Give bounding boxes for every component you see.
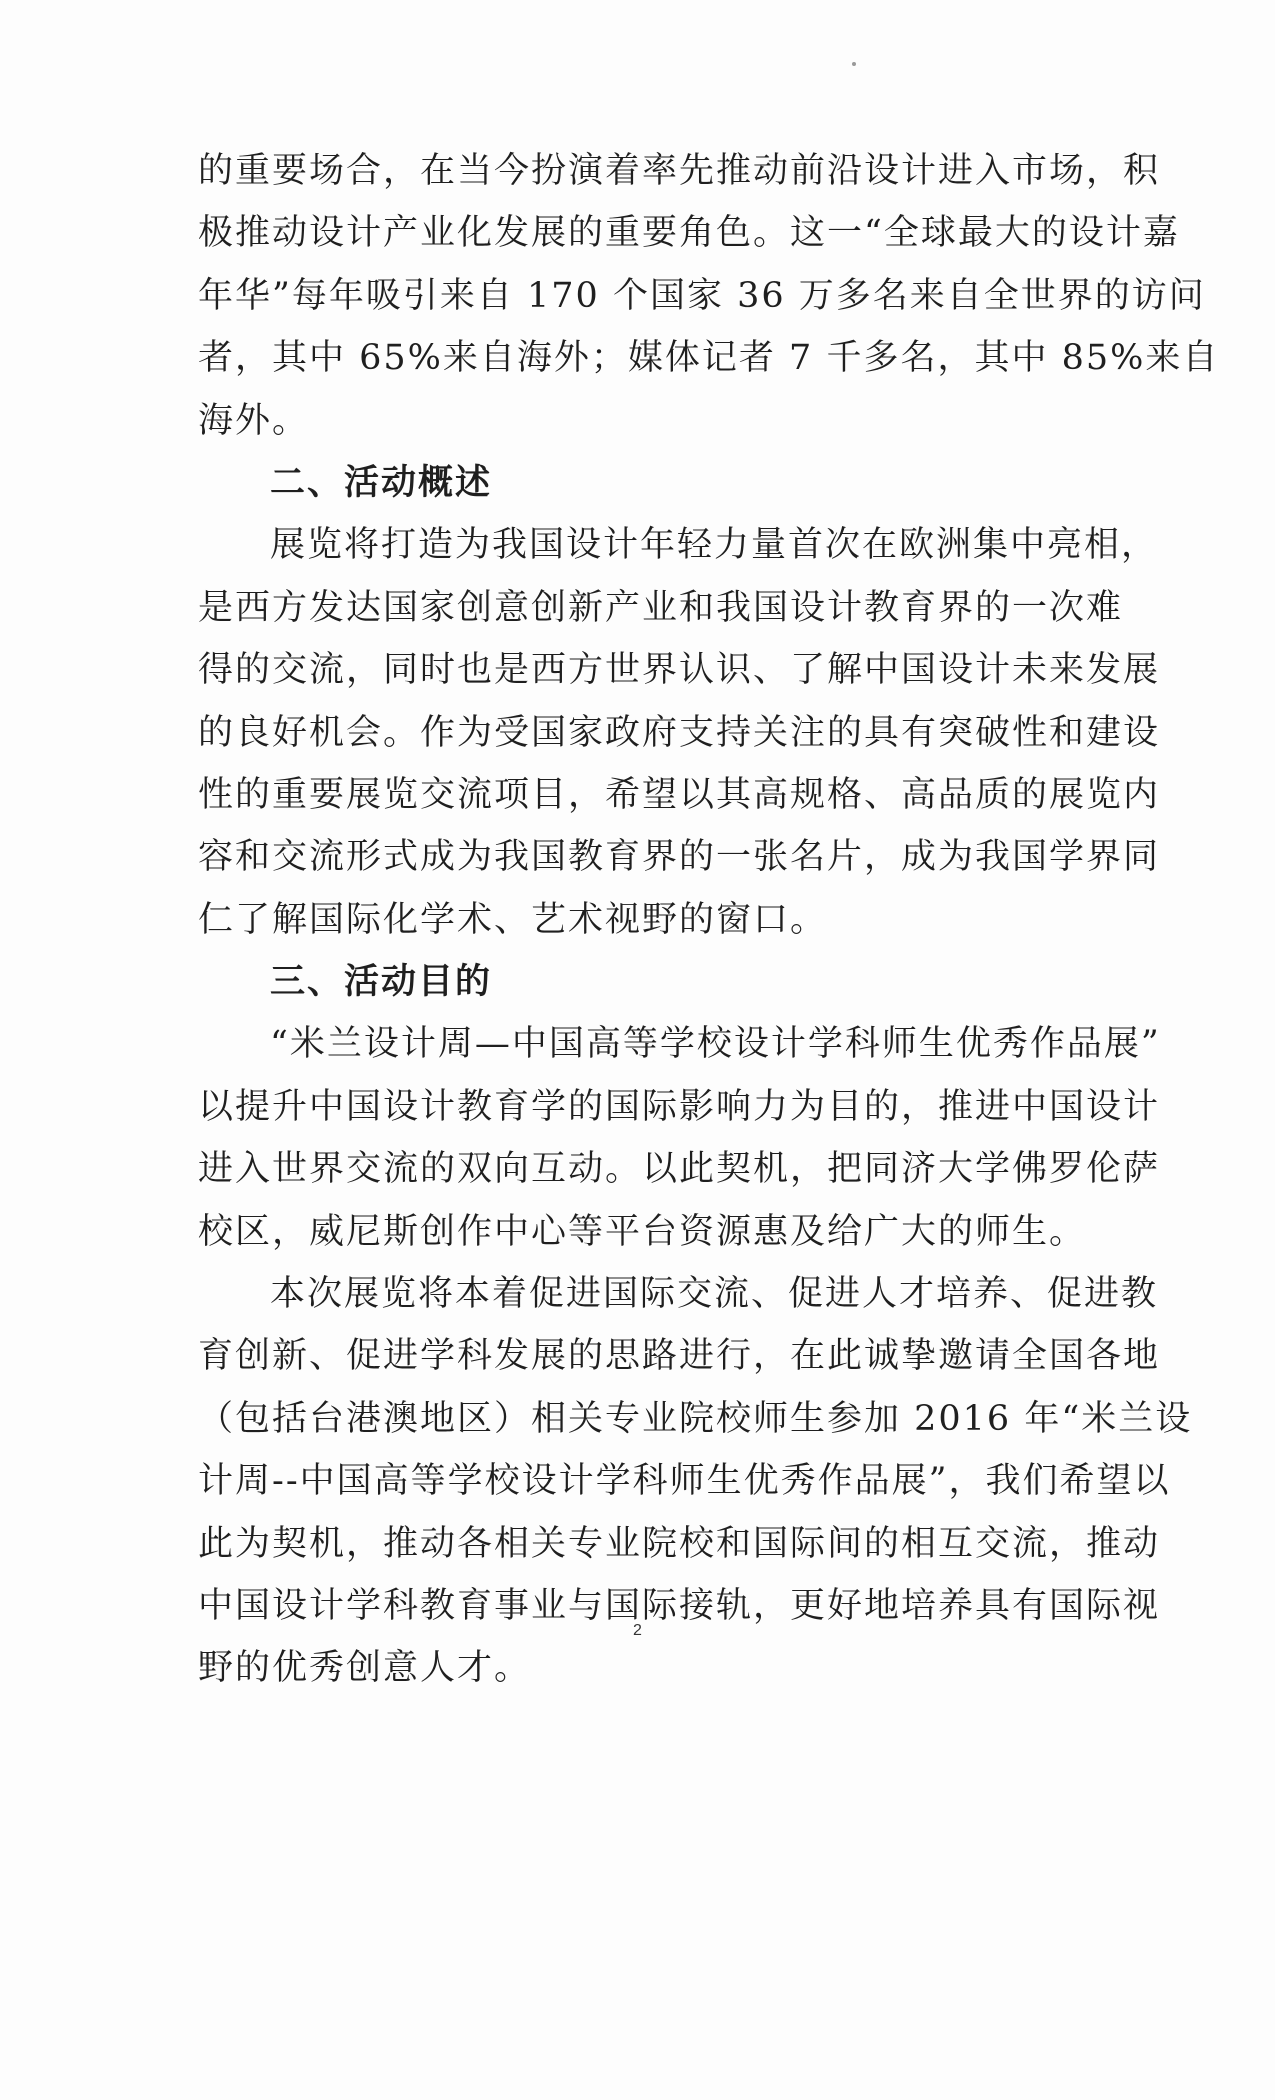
text-line: “米兰设计周—中国高等学校设计学科师生优秀作品展” [270,1024,1161,1065]
text-line: 的良好机会。作为受国家政府支持关注的具有突破性和建设 [198,712,1161,753]
text-line: 仁了解国际化学术、艺术视野的窗口。 [198,899,828,940]
text-line: 育创新、促进学科发展的思路进行，在此诚挚邀请全国各地 [198,1336,1161,1377]
text-line: 是西方发达国家创意创新产业和我国设计教育界的一次难 [198,587,1124,628]
text-line: 计周--中国高等学校设计学科师生优秀作品展”，我们希望以 [198,1461,1171,1502]
scan-speck [852,62,856,66]
text-line: 容和交流形式成为我国教育界的一张名片，成为我国学界同 [198,837,1161,878]
text-line: 的重要场合，在当今扮演着率先推动前沿设计进入市场，积 [198,151,1161,191]
text-line: 校区，威尼斯创作中心等平台资源惠及给广大的师生。 [198,1211,1087,1252]
text-line: 得的交流，同时也是西方世界认识、了解中国设计未来发展 [198,650,1161,691]
text-line: 野的优秀创意人才。 [198,1648,532,1689]
text-line: 进入世界交流的双向互动。以此契机，把同济大学佛罗伦萨 [198,1149,1161,1190]
text-line: 展览将打造为我国设计年轻力量首次在欧洲集中亮相， [270,525,1159,566]
text-line: 海外。 [198,400,310,441]
text-line: 年华”每年吸引来自 170 个国家 36 万多名来自全世界的访问 [198,275,1206,316]
text-line: （包括台港澳地区）相关专业院校师生参加 2016 年“米兰设 [198,1398,1193,1439]
section-heading-overview: 二、活动概述 [270,461,493,503]
text-line: 性的重要展览交流项目，希望以其高规格、高品质的展览内 [198,774,1161,815]
text-line: 以提升中国设计教育学的国际影响力为目的，推进中国设计 [198,1086,1161,1127]
section-heading-purpose: 三、活动目的 [270,961,493,1003]
document-body [198,140,1220,1700]
page-number: 2 [633,1622,642,1639]
text-line: 者，其中 65%来自海外；媒体记者 7 千多名，其中 85%来自 [198,338,1220,379]
text-line: 中国设计学科教育事业与国际接轨，更好地培养具有国际视 [198,1585,1161,1626]
text-line: 本次展览将本着促进国际交流、促进人才培养、促进教 [270,1274,1159,1315]
text-line: 极推动设计产业化发展的重要角色。这一“全球最大的设计嘉 [198,213,1180,254]
text-line: 此为契机，推动各相关专业院校和国际间的相互交流，推动 [198,1523,1161,1564]
